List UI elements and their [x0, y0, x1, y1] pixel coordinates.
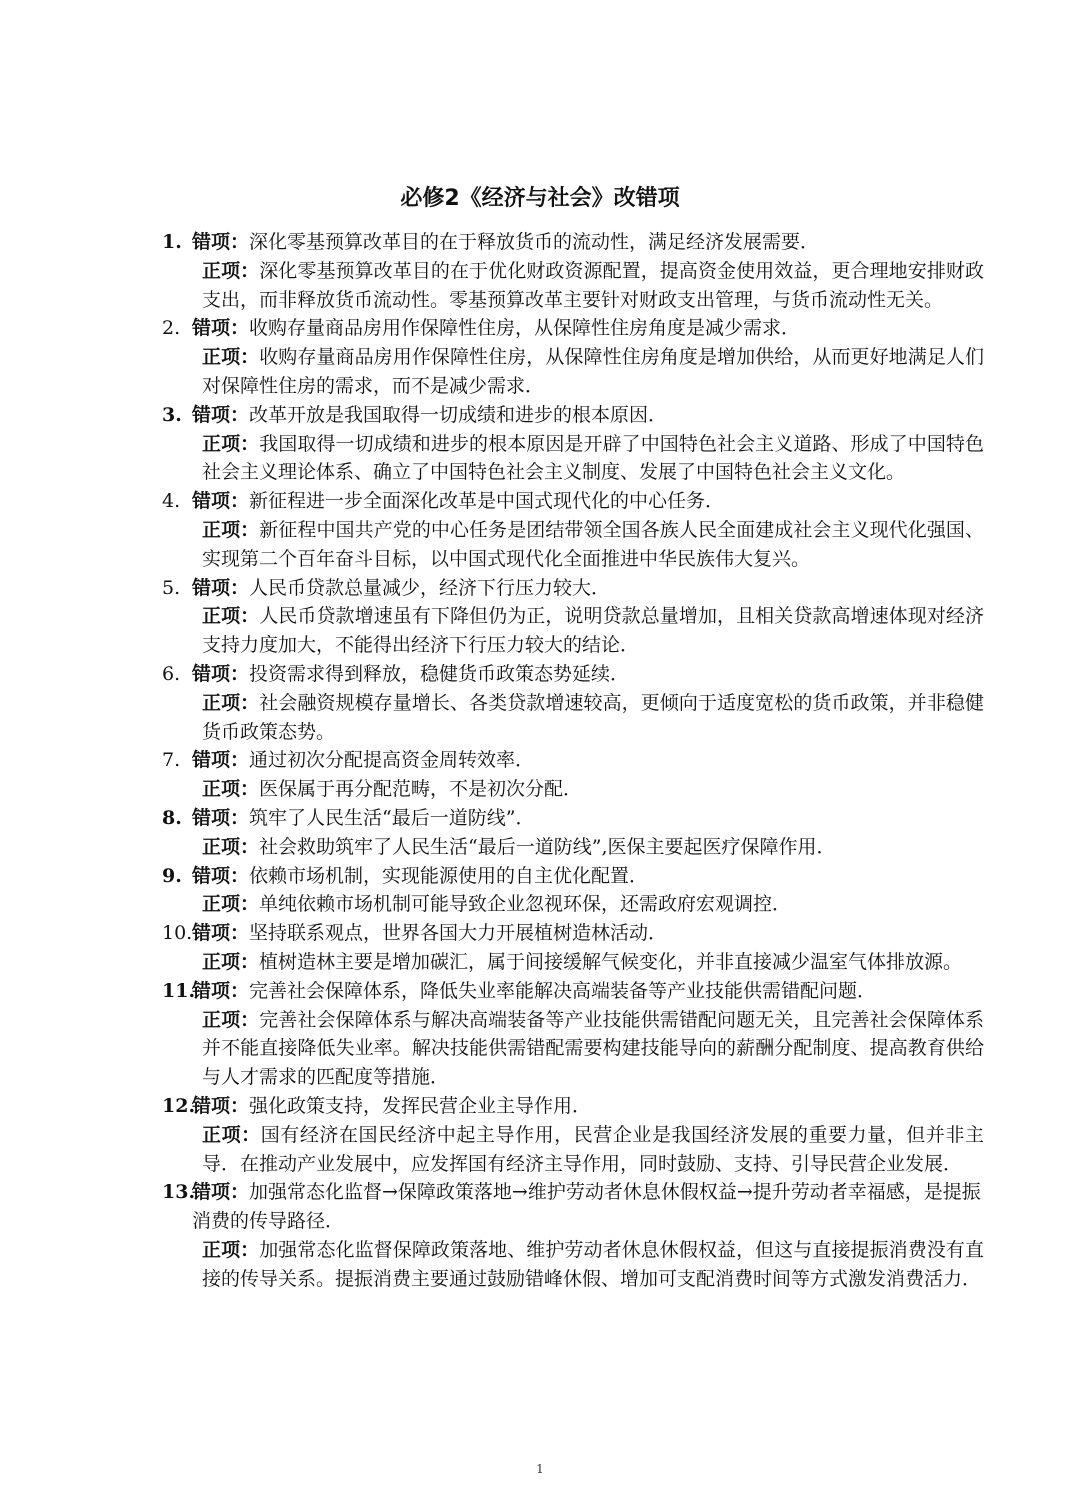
- correct-text: 植树造林主要是增加碳汇，属于间接缓解气候变化，并非直接减少温室气体排放源。: [259, 950, 963, 973]
- list-item: [162, 804, 984, 862]
- correct-text: 单纯依赖市场机制可能导致企业忽视环保，还需政府宏观调控．: [259, 893, 792, 916]
- correct-label: 正项：: [202, 432, 260, 455]
- list-item: [162, 574, 984, 660]
- list-item: [162, 228, 984, 314]
- correct-label: 正项：: [202, 893, 260, 916]
- wrong-text: 筑牢了人民生活“最后一道防线”．: [249, 806, 535, 829]
- wrong-label: 错项：: [192, 231, 250, 253]
- item-number: 3.: [162, 403, 182, 426]
- wrong-text: 深化零基预算改革目的在于释放货币的流动性，满足经济发展需要．: [249, 231, 820, 253]
- item-number: 6.: [162, 662, 181, 685]
- correct-text: 医保属于再分配范畴，不是初次分配．: [259, 778, 583, 801]
- item-number: 1.: [162, 231, 182, 253]
- correct-label: 正项：: [202, 691, 260, 714]
- correct-label: 正项：: [202, 1238, 260, 1261]
- wrong-label: 错项：: [192, 576, 250, 599]
- list-item: [162, 487, 984, 573]
- correction-list: [162, 228, 984, 1293]
- item-number: 2.: [162, 317, 181, 340]
- correct-text: 深化零基预算改革目的在于优化财政资源配置，提高资金使用效益，更合理地安排财政支出，而非释放货币流动性。零基预算改革主要针对财政支出管理，与货币流动性无关。: [202, 259, 984, 311]
- list-item: [162, 746, 984, 804]
- page-number: 1: [536, 1462, 544, 1476]
- correct-text: 新征程中国共产党的中心任务是团结带领全国各族人民全面建成社会主义现代化强国、实现第二个百年奋斗目标，以中国式现代化全面推进中华民族伟大复兴。: [202, 518, 984, 570]
- wrong-label: 错项：: [192, 403, 250, 426]
- item-number: 7.: [162, 749, 181, 772]
- list-item: [162, 1092, 984, 1178]
- correct-text: 我国取得一切成绩和进步的根本原因是开辟了中国特色社会主义道路、形成了中国特色社会主义理论体系、确立了中国特色社会主义制度、发展了中国特色社会主义文化。: [202, 432, 984, 484]
- wrong-label: 错项：: [192, 864, 250, 887]
- wrong-label: 错项：: [192, 1094, 250, 1117]
- correct-text: 完善社会保障体系与解决高端装备等产业技能供需错配问题无关，且完善社会保障体系并不能直接降低失业率。解决技能供需错配需要构建技能导向的薪酬分配制度、提高教育供给与人才需求的匹配度等措施．: [202, 1008, 984, 1089]
- correct-text: 收购存量商品房用作保障性住房，从保障性住房角度是增加供给，从而更好地满足人们对保障性住房的需求，而不是减少需求．: [202, 346, 984, 397]
- wrong-label: 错项：: [192, 662, 250, 685]
- correct-label: 正项：: [202, 605, 260, 628]
- correct-label: 正项：: [202, 1123, 261, 1146]
- wrong-label: 错项：: [192, 317, 250, 340]
- list-item: [162, 660, 984, 746]
- wrong-text: 通过初次分配提高资金周转效率．: [249, 749, 535, 772]
- correct-text: 加强常态化监督保障政策落地、维护劳动者休息休假权益，但这与直接提振消费没有直接的传导关系。提振消费主要通过鼓励错峰休假、增加可支配消费时间等方式激发消费活力．: [202, 1238, 984, 1290]
- item-number: 11.: [162, 979, 196, 1002]
- wrong-text: 收购存量商品房用作保障性住房，从保障性住房角度是减少需求．: [249, 317, 801, 340]
- correct-label: 正项：: [202, 346, 260, 369]
- item-number: 9.: [162, 864, 182, 887]
- item-number: 5.: [162, 576, 181, 599]
- item-number: 12.: [162, 1094, 196, 1117]
- correct-text: 人民币贷款增速虽有下降但仍为正，说明贷款总量增加，且相关贷款高增速体现对经济支持力度加大，不能得出经济下行压力较大的结论．: [202, 605, 984, 657]
- correct-text: 国有经济在国民经济中起主导作用，民营企业是我国经济发展的重要力量，但并非主导．在推动产业发展中，应发挥国有经济主导作用，同时鼓励、支持、引导民营企业发展．: [202, 1123, 984, 1175]
- wrong-text: 投资需求得到释放，稳健货币政策态势延续．: [249, 662, 630, 685]
- item-number: 13.: [162, 1181, 196, 1204]
- item-number: 4.: [162, 490, 181, 513]
- list-item: [162, 314, 984, 400]
- correct-label: 正项：: [202, 518, 260, 541]
- correct-label: 正项：: [202, 259, 260, 282]
- item-number: 10.: [162, 922, 193, 945]
- correct-label: 正项：: [202, 835, 260, 858]
- wrong-label: 错项：: [192, 1181, 250, 1204]
- wrong-text: 强化政策支持，发挥民营企业主导作用．: [249, 1094, 592, 1117]
- wrong-text: 改革开放是我国取得一切成绩和进步的根本原因．: [249, 403, 668, 426]
- page-title: 必修2《经济与社会》改错项: [400, 186, 680, 211]
- list-item: [162, 1178, 984, 1293]
- correct-label: 正项：: [202, 950, 260, 973]
- wrong-label: 错项：: [192, 749, 250, 772]
- correct-label: 正项：: [202, 778, 260, 801]
- wrong-text: 坚持联系观点，世界各国大力开展植树造林活动．: [249, 922, 668, 945]
- wrong-text: 加强常态化监督→保障政策落地→维护劳动者休息休假权益→提升劳动者幸福感，是提振消费的传导路径．: [192, 1181, 981, 1233]
- list-item: [162, 862, 984, 920]
- wrong-label: 错项：: [192, 922, 250, 945]
- list-item: [162, 919, 984, 977]
- list-item: [162, 401, 984, 487]
- wrong-text: 新征程进一步全面深化改革是中国式现代化的中心任务．: [249, 490, 725, 513]
- wrong-text: 人民币贷款总量减少，经济下行压力较大．: [249, 576, 611, 599]
- correct-text: 社会救助筑牢了人民生活“最后一道防线”,医保主要起医疗保障作用．: [259, 835, 836, 858]
- item-number: 8.: [162, 806, 182, 829]
- wrong-label: 错项：: [192, 979, 250, 1002]
- wrong-label: 错项：: [192, 490, 250, 513]
- wrong-text: 完善社会保障体系，降低失业率能解决高端装备等产业技能供需错配问题．: [249, 979, 877, 1002]
- correct-text: 社会融资规模存量增长、各类贷款增速较高，更倾向于适度宽松的货币政策，并非稳健货币政策态势。: [202, 691, 984, 743]
- wrong-text: 依赖市场机制，实现能源使用的自主优化配置．: [249, 864, 649, 887]
- wrong-label: 错项：: [192, 806, 250, 829]
- list-item: [162, 977, 984, 1092]
- correct-label: 正项：: [202, 1008, 260, 1031]
